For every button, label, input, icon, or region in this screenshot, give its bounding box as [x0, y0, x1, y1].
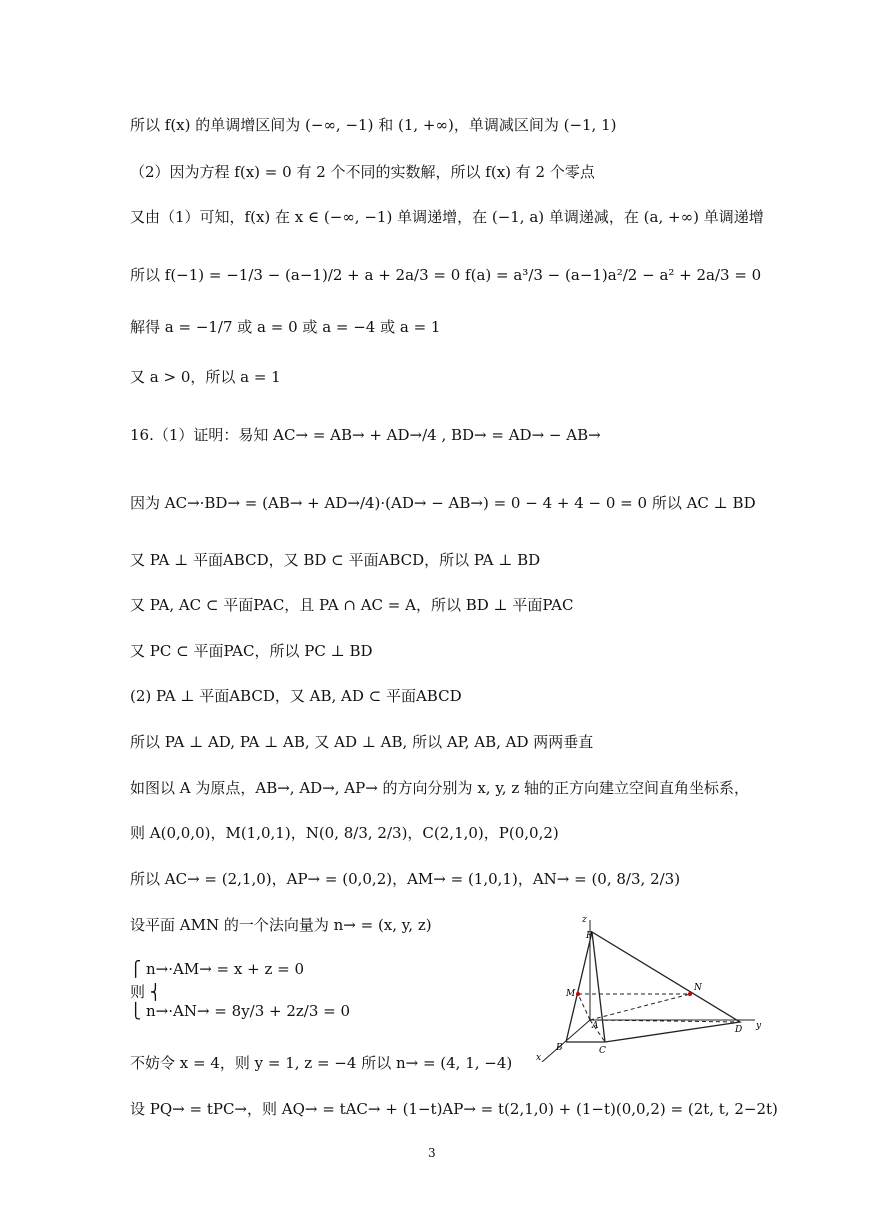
text-line-19: 设 PQ→ = tPC→，则 AQ→ = tAC→ + (1−t)AP→ = t(2,1,0) + (1−t)(0,0,2) = (2t, t, 2−2t) — [130, 1100, 778, 1118]
label-y: y — [756, 1021, 762, 1031]
edge-AN — [590, 994, 690, 1020]
label-P: P — [586, 931, 593, 941]
text-line-13: 所以 PA ⊥ AD, PA ⊥ AB, 又 AD ⊥ AB, 所以 AP, AB, AD 两两垂直 — [130, 733, 594, 751]
label-N: N — [694, 983, 702, 993]
label-A: A — [592, 1021, 599, 1031]
text-line-4: 所以 f(−1) = −1/3 − (a−1)/2 + a + 2a/3 = 0 f(a) = a³/3 − (a−1)a²/2 − a² + 2a/3 = 0 — [130, 266, 762, 284]
label-z: z — [582, 915, 587, 925]
text-line-17: 设平面 AMN 的一个法向量为 n→ = (x, y, z) — [130, 916, 432, 934]
label-B: B — [556, 1043, 563, 1053]
page-number: 3 — [428, 1146, 436, 1160]
text-line-8: 因为 AC→·BD→ = (AB→ + AD→/4)·(AD→ − AB→) = 0 − 4 + 4 − 0 = 0 所以 AC ⊥ BD — [130, 494, 756, 512]
text-line-3: 又由（1）可知，f(x) 在 x ∈ (−∞, −1) 单调递增，在 (−1, a) 单调递减，在 (a, +∞) 单调递增 — [130, 208, 764, 226]
text-line-12: (2) PA ⊥ 平面ABCD，又 AB, AD ⊂ 平面ABCD — [130, 687, 462, 705]
system-line-2: ⎩ n→·AN→ = 8y/3 + 2z/3 = 0 — [130, 1002, 351, 1020]
text-line-2: （2）因为方程 f(x) = 0 有 2 个不同的实数解，所以 f(x) 有 2 个零点 — [130, 163, 595, 181]
text-line-1: 所以 f(x) 的单调增区间为 (−∞, −1) 和 (1, +∞)，单调减区间为 (−1, 1) — [130, 116, 617, 134]
system-line-1: ⎧ n→·AM→ = x + z = 0 — [130, 960, 304, 978]
pyramid-coordinate-figure — [530, 912, 770, 1062]
text-line-6: 又 a > 0，所以 a = 1 — [130, 368, 281, 386]
text-line-14: 如图以 A 为原点，AB→, AD→, AP→ 的方向分别为 x, y, z 轴的正方向建立空间直角坐标系， — [130, 779, 750, 797]
point-M — [576, 992, 580, 996]
text-line-10: 又 PA, AC ⊂ 平面PAC，且 PA ∩ AC = A，所以 BD ⊥ 平面PAC — [130, 596, 574, 614]
text-line-5: 解得 a = −1/7 或 a = 0 或 a = −4 或 a = 1 — [130, 318, 441, 336]
edge-AM — [578, 994, 590, 1020]
text-line-9: 又 PA ⊥ 平面ABCD，又 BD ⊂ 平面ABCD，所以 PA ⊥ BD — [130, 551, 541, 569]
label-x: x — [536, 1053, 542, 1062]
text-line-15: 则 A(0,0,0)，M(1,0,1)，N(0, 8/3, 2/3)，C(2,1,0)，P(0,0,2) — [130, 824, 559, 842]
label-D: D — [735, 1025, 743, 1035]
text-line-18: 不妨令 x = 4，则 y = 1, z = −4 所以 n→ = (4, 1, −4) — [130, 1054, 513, 1072]
label-M: M — [566, 989, 576, 999]
text-line-11: 又 PC ⊂ 平面PAC，所以 PC ⊥ BD — [130, 642, 373, 660]
point-N — [688, 992, 692, 996]
system-brace: 则 ⎨ — [130, 983, 162, 1001]
label-C: C — [599, 1046, 606, 1056]
text-line-16: 所以 AC→ = (2,1,0)，AP→ = (0,0,2)，AM→ = (1,0,1)，AN→ = (0, 8/3, 2/3) — [130, 870, 681, 888]
text-line-7: 16.（1）证明：易知 AC→ = AB→ + AD→/4 , BD→ = AD→ − AB→ — [130, 426, 601, 444]
